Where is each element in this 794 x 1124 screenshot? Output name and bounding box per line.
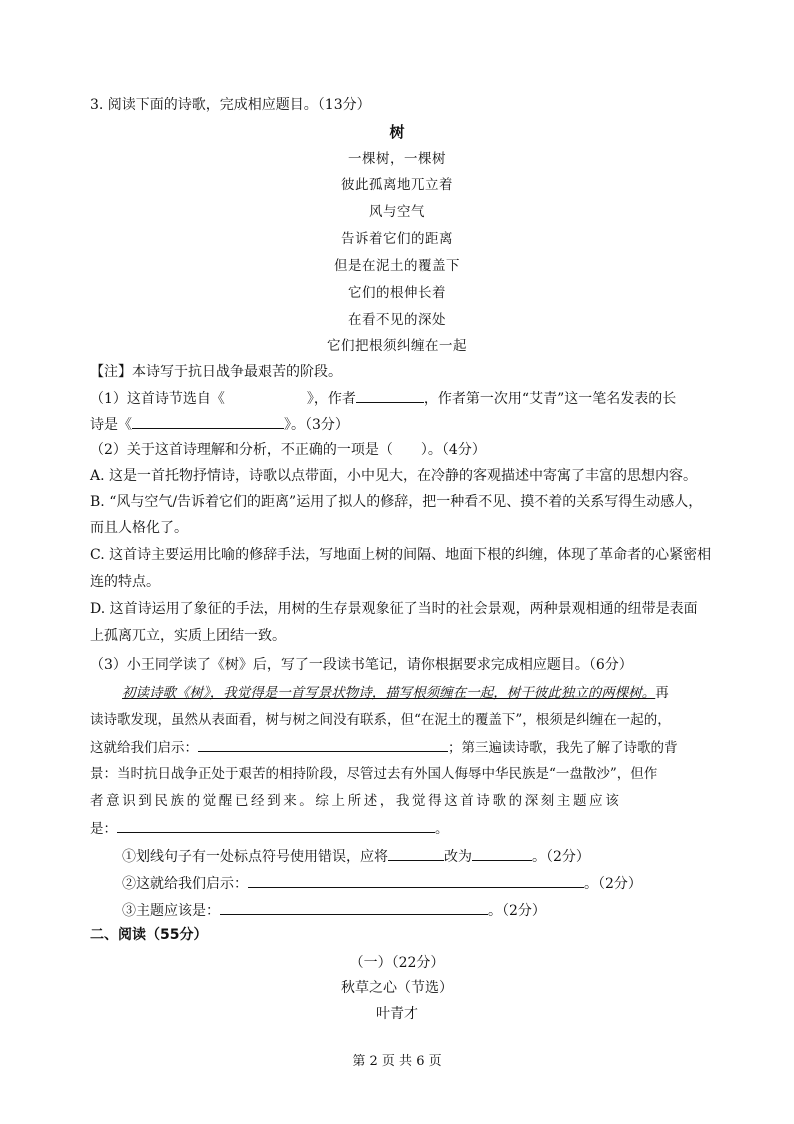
item-text: ③主题应该是： <box>122 903 220 919</box>
answer-blank-theme[interactable] <box>117 818 435 833</box>
item-text: 。（2分） <box>532 849 590 865</box>
reading-note-text: 再 <box>655 685 669 701</box>
underlined-sentence: 初读诗歌《树》，我觉得是一首写景状物诗，描写根须缠在一起，树干彼此独立的两棵树。 <box>122 685 656 701</box>
subquestion-3-item-1 <box>122 846 590 867</box>
reading-note-text: 这就给我们启示： <box>90 740 198 756</box>
poem-title: 树 <box>389 123 405 141</box>
option-d-line-2: 上孤离兀立，实质上团结一致。 <box>90 628 286 644</box>
poem-line: 彼此孤离地兀立着 <box>341 177 453 193</box>
section-2-part: （一）（22分） <box>349 955 445 971</box>
reading-note-line-6 <box>90 818 449 839</box>
answer-blank-inspiration-2[interactable] <box>248 873 584 888</box>
answer-blank-correct-mark[interactable] <box>472 846 532 861</box>
item-text: 。（2分） <box>488 903 546 919</box>
answer-blank-theme-2[interactable] <box>220 900 488 915</box>
option-c-line-2: 连的特点。 <box>90 574 160 590</box>
item-text: 改为 <box>444 849 472 865</box>
reading-note-line-4: 景：当时抗日战争正处于艰苦的相持阶段，尽管过去有外国人侮辱中华民族是“一盘散沙”，但作 <box>90 766 658 782</box>
page-footer: 第 2 页 共 6 页 <box>352 1054 442 1069</box>
answer-blank-author[interactable] <box>356 388 424 403</box>
question-3-header: 3. 阅读下面的诗歌，完成相应题目。（13分） <box>90 97 371 113</box>
subquestion-1-line-2 <box>90 414 349 435</box>
option-b-line-2: 而且人格化了。 <box>90 520 188 536</box>
reading-note-text: ；第三遍读诗歌，我先了解了诗歌的背 <box>448 740 678 756</box>
reading-note-text: 是： <box>90 821 117 837</box>
subquestion-2-stem: （2）关于这首诗理解和分析，不正确的一项是（ ）。（4分） <box>90 442 486 458</box>
reading-note-line-1 <box>122 683 669 703</box>
subquestion-3-item-3 <box>122 900 546 921</box>
item-text: 。（2分） <box>584 876 642 892</box>
subquestion-1-text: 》。（3分） <box>284 417 349 433</box>
subquestion-1-text: ，作者第一次用“艾青”这一笔名发表的长 <box>423 391 677 407</box>
reading-note-line-2: 读诗歌发现，虽然从表面看，树与树之间没有联系，但“在泥土的覆盖下”，根须是纠缠在一起的， <box>90 712 671 728</box>
subquestion-1-line-1 <box>90 388 676 409</box>
option-a: A. 这是一首托物抒情诗，诗歌以点带面，小中见大，在冷静的客观描述中寄寓了丰富的思想内容。 <box>90 468 698 484</box>
reading-note-line-3 <box>90 737 678 758</box>
answer-blank-long-poem[interactable] <box>132 414 284 429</box>
subquestion-1-text: 》，作者 <box>306 391 356 407</box>
article-title: 秋草之心（节选） <box>341 980 453 996</box>
poem-note: 【注】本诗写于抗日战争最艰苦的阶段。 <box>90 364 342 380</box>
answer-blank-wrong-mark[interactable] <box>388 846 444 861</box>
poem-line: 风与空气 <box>369 204 425 220</box>
subquestion-1-text: （1）这首诗节选自《 <box>90 391 225 407</box>
option-b-line-1: B. “风与空气/告诉着它们的距离”运用了拟人的修辞，把一种看不见、摸不着的关系写得生动感人， <box>90 494 703 510</box>
subquestion-3-stem: （3）小王同学读了《树》后，写了一段读书笔记，请你根据要求完成相应题目。（6分） <box>90 657 633 673</box>
reading-note-text: 。 <box>435 821 449 837</box>
item-text: ②这就给我们启示： <box>122 876 248 892</box>
subquestion-3-item-2 <box>122 873 642 894</box>
article-author: 叶青才 <box>376 1006 418 1022</box>
poem-line: 它们把根须纠缠在一起 <box>327 338 467 354</box>
item-text: ①划线句子有一处标点符号使用错误，应将 <box>122 849 388 865</box>
subquestion-1-text: 诗是《 <box>90 417 132 433</box>
option-c-line-1: C. 这首诗主要运用比喻的修辞手法，写地面上树的间隔、地面下根的纠缠，体现了革命者的心紧密相 <box>90 547 712 563</box>
poem-line: 它们的根伸长着 <box>348 285 446 301</box>
poem-line: 在看不见的深处 <box>348 312 446 328</box>
answer-blank-inspiration[interactable] <box>198 737 448 752</box>
poem-line: 一棵树，一棵树 <box>348 151 446 167</box>
poem-line: 告诉着它们的距离 <box>341 231 453 247</box>
poem-line: 但是在泥土的覆盖下 <box>334 258 460 274</box>
option-d-line-1: D. 这首诗运用了象征的手法，用树的生存景观象征了当时的社会景观，两种景观相通的纽带是表面 <box>90 601 698 617</box>
reading-note-line-5: 者意识到民族的觉醒已经到来。综上所述，我觉得这首诗歌的深刻主题应该 <box>90 793 622 809</box>
section-2-header: 二、阅读（55分） <box>90 927 208 943</box>
